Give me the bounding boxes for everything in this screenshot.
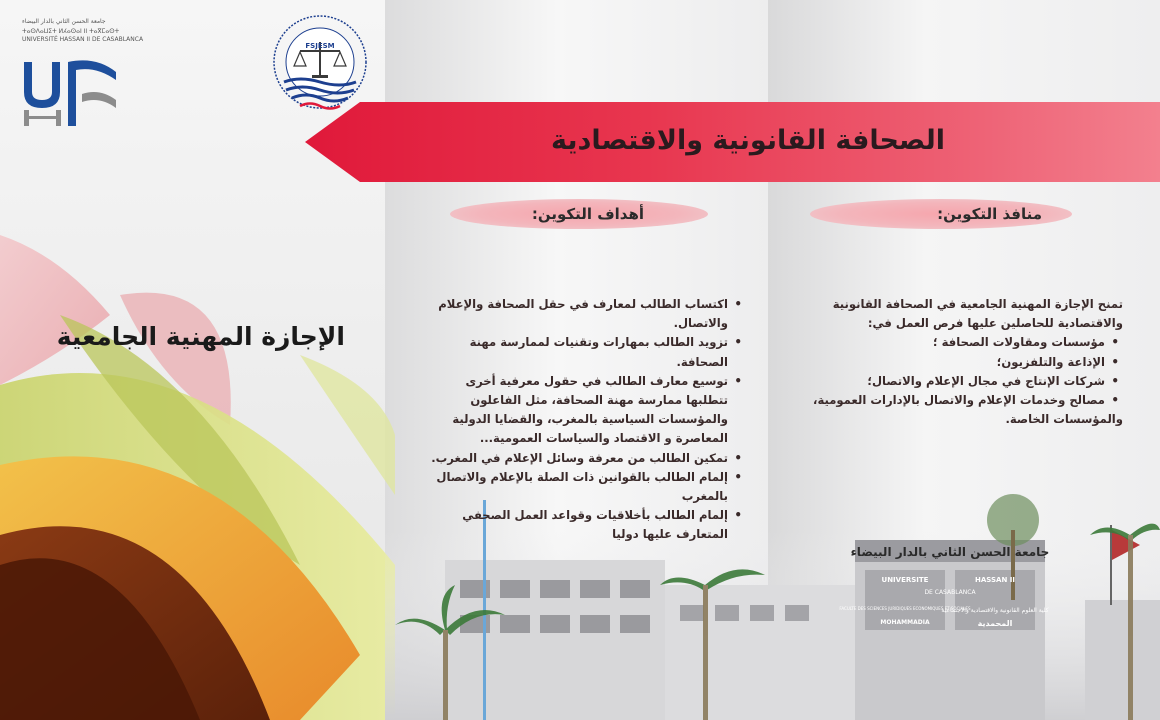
outlet-item: • شركات الإنتاج في مجال الإعلام والاتصال؛ xyxy=(788,372,1123,391)
campus-sign-universite: UNIVERSITE xyxy=(881,576,929,584)
campus-sign-faculty-fr: FACULTE DES SCIENCES JURIDIQUES ECONOMIQUES ET SOCIALES xyxy=(839,606,971,611)
goals-list xyxy=(430,295,742,545)
outlets-intro: تمنح الإجازة المهنية الجامعية في الصحافة القانونية والاقتصادية للحاصلين عليها فرص العمل في: xyxy=(832,297,1123,331)
university-name-arabic: جامعة الحسن الثاني بالدار البيضاء xyxy=(22,18,106,25)
campus-sign-hassan: HASSAN II xyxy=(975,576,1015,584)
faculty-acronym: FSJESM xyxy=(305,42,335,50)
campus-sign-faculty-ar: كلية العلوم القانونية والاقتصادية والاجتماعية xyxy=(941,607,1049,614)
campus-sign-arabic: جامعة الحسن الثاني بالدار البيضاء xyxy=(850,545,1050,559)
outlets-tail: والمؤسسات الخاصة. xyxy=(1005,412,1123,427)
campus-sign-casablanca: DE CASABLANCA xyxy=(924,589,976,596)
justice-scale-emblem-icon xyxy=(270,12,370,122)
uh2c-monogram-icon xyxy=(20,48,120,126)
outlets-list xyxy=(788,333,1123,410)
outlets-section xyxy=(788,295,1123,429)
outlets-heading: منافذ التكوين: xyxy=(810,199,1072,229)
goal-item: • إلمام الطالب بأخلاقيات وقواعد العمل الصحفي المتعارف عليها دوليا xyxy=(430,506,742,544)
program-title: الصحافة القانونية والاقتصادية xyxy=(551,125,945,156)
outlet-item: • الإذاعة والتلفزيون؛ xyxy=(788,353,1123,372)
goal-item: • اكتساب الطالب لمعارف في حقل الصحافة والإعلام والاتصال. xyxy=(430,295,742,333)
goal-item: • توسيع معارف الطالب في حقول معرفية أخرى تتطلبها ممارسة مهنة الصحافة، مثل الفاعلون والمؤسسات السياسية بالمغرب، والقضايا الدولية المعاصرة و الاقتصاد والسياسات العمومية... xyxy=(430,372,742,449)
campus-sign-city-fr: MOHAMMADIA xyxy=(880,619,930,626)
university-hassan-ii-logo xyxy=(18,18,144,128)
decorative-leaves-art xyxy=(0,235,395,720)
outlet-item: • مصالح وخدمات الإعلام والاتصال بالإدارات العمومية، xyxy=(788,391,1123,410)
faculty-fsjesm-logo xyxy=(270,12,370,122)
outlet-item: • مؤسسات ومقاولات الصحافة ؛ xyxy=(788,333,1123,352)
goals-heading: أهداف التكوين: xyxy=(450,199,708,229)
goal-item: • تمكين الطالب من معرفة وسائل الإعلام في المغرب. xyxy=(430,449,742,468)
university-name-tifinagh: ⵜⴰⵙⴷⴰⵡⵉⵜ ⵍⵃⴰⵙⴰⵏ II ⵜⴰⴳⵎⴰⵙⵜ xyxy=(22,28,120,35)
goal-item: • تزويد الطالب بمهارات وتقنيات لممارسة مهنة الصحافة. xyxy=(430,333,742,371)
campus-sign-city-ar: المحمدية xyxy=(977,619,1013,628)
goals-section xyxy=(430,295,742,545)
university-name-french: UNIVERSITÉ HASSAN II DE CASABLANCA xyxy=(22,36,144,43)
goal-item: • إلمام الطالب بالقوانين ذات الصلة بالإعلام والاتصال بالمغرب xyxy=(430,468,742,506)
license-title: الإجازة المهنية الجامعية xyxy=(56,322,345,351)
